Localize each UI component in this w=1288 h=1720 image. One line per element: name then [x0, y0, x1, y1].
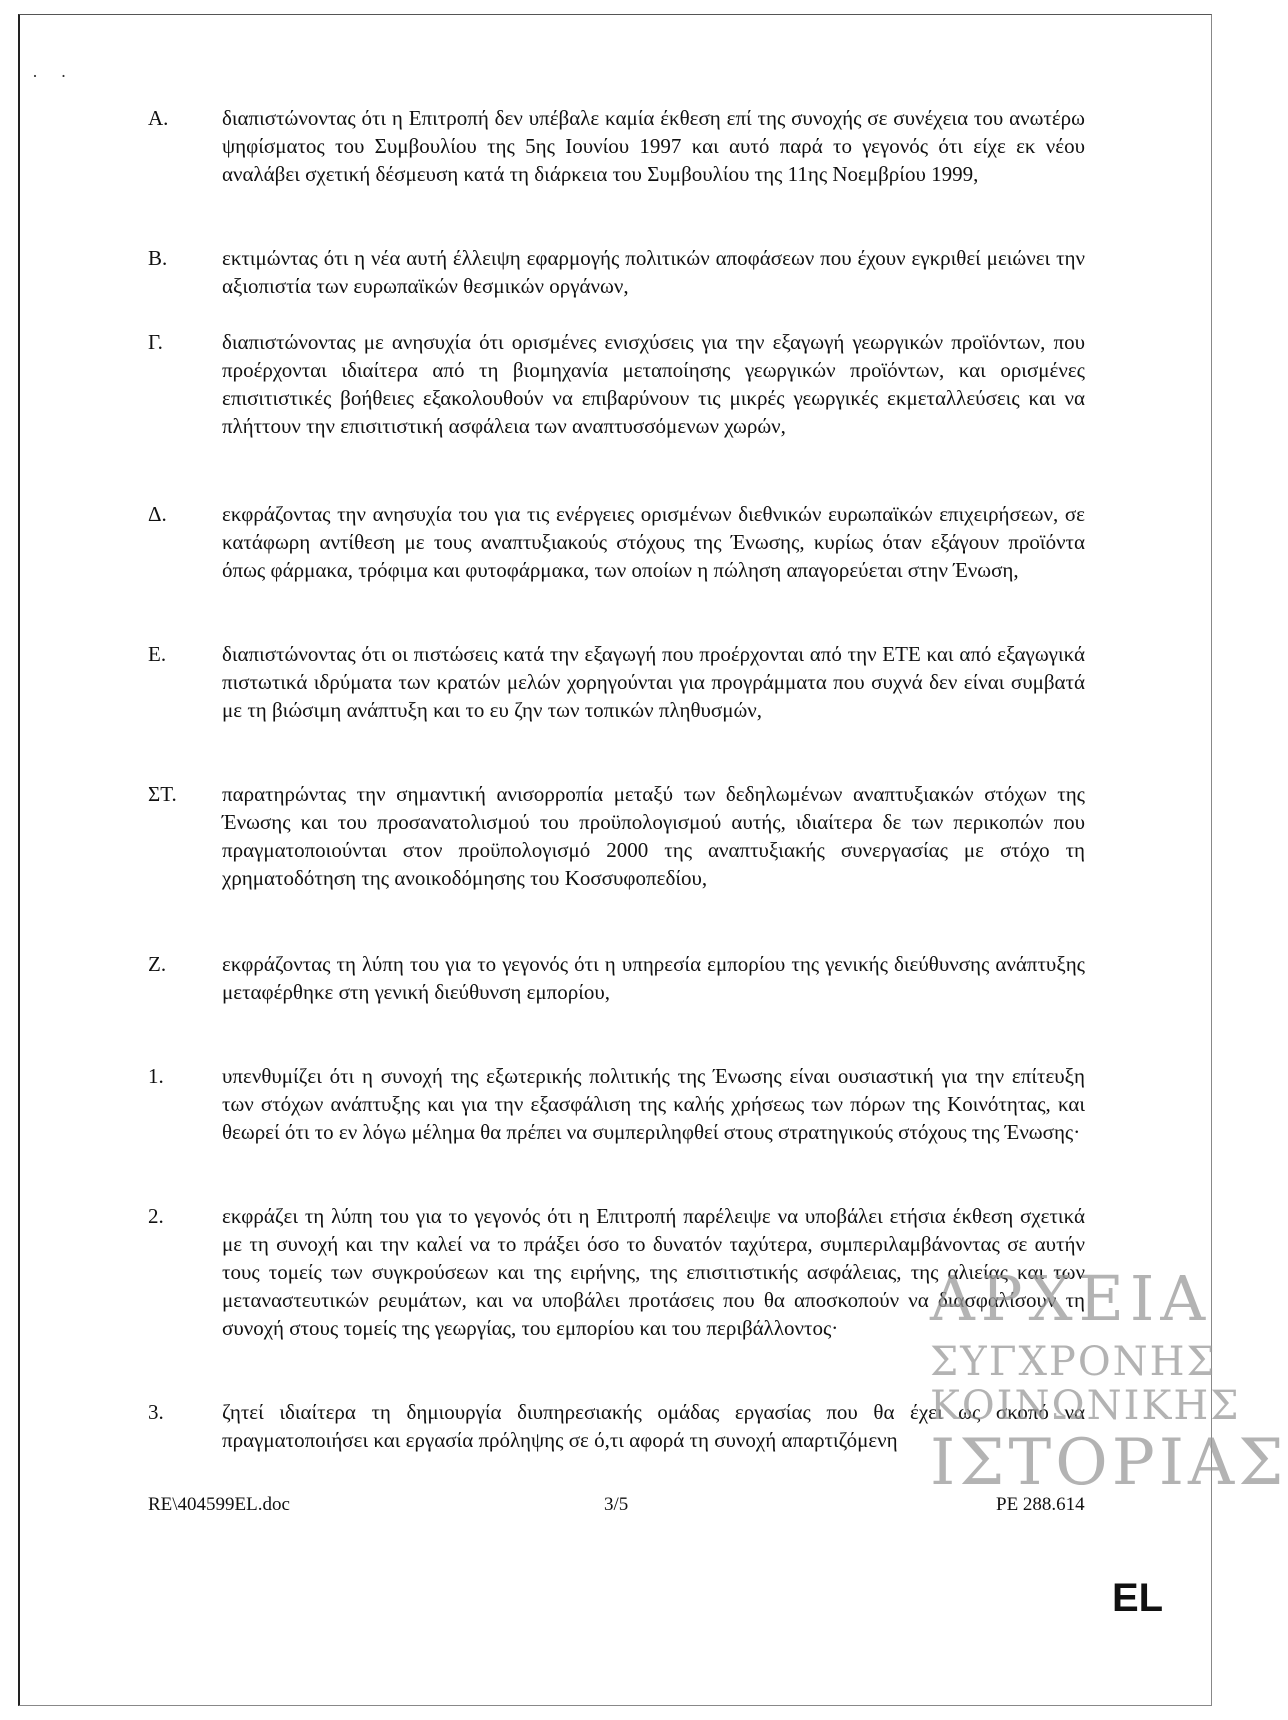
point-label: 3.: [148, 1400, 164, 1424]
recital-label: Δ.: [148, 502, 167, 526]
recital-text: παρατηρώντας την σημαντική ανισορροπία μεταξύ των δεδηλωμένων αναπτυξιακών στόχων της Ένωσης και του προσανατολισμού του προϋπολογισμού αυτής, ιδιαίτερα δε των περικοπών που πραγματοποιούνται στον προϋπολογισμό 2000 της αναπτυξιακής συνεργασίας με στόχο τη χρηματοδότηση της ανοικοδόμησης του Κοσσυφοπεδίου,: [222, 782, 1085, 890]
recital-text: διαπιστώνοντας ότι η Επιτροπή δεν υπέβαλε καμία έκθεση επί της συνοχής σε συνέχεια του ανωτέρω ψηφίσματος του Συμβουλίου της 5ης Ιουνίου 1997 και αυτό παρά το γεγονός ότι είχε εκ νέου αναλάβει σχετική δέσμευση κατά τη διάρκεια του Συμβουλίου της 11ης Νοεμβρίου 1999,: [222, 106, 1085, 186]
language-badge: EL: [1112, 1576, 1164, 1620]
recital-text: εκφράζοντας την ανησυχία του για τις ενέργειες ορισμένων διεθνικών ευρωπαϊκών επιχειρήσεων, σε κατάφωρη αντίθεση με τους αναπτυξιακούς στόχους της Ένωσης, κυρίως όταν εξάγουν προϊόντα όπως φάρμακα, τρόφιμα και φυτοφάρμακα, των οποίων η πώληση απαγορεύεται στην Ένωση,: [222, 502, 1085, 582]
recital-text: εκφράζοντας τη λύπη του για το γεγονός ότι η υπηρεσία εμπορίου της γενικής διεύθυνσης ανάπτυξης μεταφέρθηκε στη γενική διεύθυνση εμπορίου,: [222, 952, 1085, 1004]
recital-label: ΣΤ.: [148, 782, 177, 806]
recital-label: A.: [148, 106, 169, 130]
recital-label: Z.: [148, 952, 167, 976]
watermark-line: ΣΥΓΧΡΟΝΗΣ: [930, 1339, 1217, 1385]
point-text: εκφράζει τη λύπη του για το γεγονός ότι η Επιτροπή παρέλειψε να υποβάλει ετήσια έκθεση σχετικά με τη συνοχή και την καλεί να το πράξει όσο το δυνατόν ταχύτερα, συμπεριλαμβάνοντας σε αυτήν τους τομείς των συγκρούσεων και της ειρήνης, της επισιτιστικής ασφάλειας, της αλιείας και των μεταναστευτικών ρευμάτων, και να υποβάλει προτάσεις που θα αποσκοπούν να διασφαλίσουν τη συνοχή στους τομείς της γεωργίας, του εμπορίου και του περιβάλλοντος·: [222, 1204, 1085, 1340]
footer-pe-number: PE 288.614: [996, 1494, 1085, 1515]
recital-text: διαπιστώνοντας με ανησυχία ότι ορισμένες ενισχύσεις για την εξαγωγή γεωργικών προϊόντων, που προέρχονται ιδιαίτερα από τη βιομηχανία μεταποίησης γεωργικών προϊόντων, και ορισμένες επισιτιστικές βοήθειες εξακολουθούν να επιβαρύνουν τις μικρές γεωργικές εκμεταλλεύσεις και να πλήττουν την επισιτιστική ασφάλεια των αναπτυσσόμενων χωρών,: [222, 330, 1085, 438]
point-label: 2.: [148, 1204, 164, 1228]
scan-artifact: · ·: [32, 66, 67, 86]
point-text: υπενθυμίζει ότι η συνοχή της εξωτερικής πολιτικής της Ένωσης είναι ουσιαστική για την επίτευξη των στόχων ανάπτυξης και για την εξασφάλιση της καλής χρήσεως των πόρων της Κοινότητας, και θεωρεί ότι το εν λόγω μέλημα θα πρέπει να συμπεριληφθεί στους στρατηγικούς στόχους της Ένωσης·: [222, 1064, 1085, 1144]
recital-text: εκτιμώντας ότι η νέα αυτή έλλειψη εφαρμογής πολιτικών αποφάσεων που έχουν εγκριθεί μειώνει την αξιοπιστία των ευρωπαϊκών θεσμικών οργάνων,: [222, 246, 1085, 298]
recital-label: Γ.: [148, 330, 163, 354]
recital-text: διαπιστώνοντας ότι οι πιστώσεις κατά την εξαγωγή που προέρχονται από την ΕΤΕ και από εξαγωγικά πιστωτικά ιδρύματα των κρατών μελών χορηγούνται για προγράμματα που συχνά δεν είναι συμβατά με τη βιώσιμη ανάπτυξη και το ευ ζην των τοπικών πληθυσμών,: [222, 642, 1085, 722]
watermark-line: ΑΡΧΕΙΑ: [930, 1262, 1212, 1335]
watermark-line: ΚΟΙΝΩΝΙΚΗΣ: [930, 1383, 1241, 1429]
footer-doc-ref: RE\404599EL.doc: [148, 1494, 290, 1515]
watermark-line: ΙΣΤΟΡΙΑΣ: [930, 1426, 1288, 1500]
recital-label: E.: [148, 642, 167, 666]
recital-label: B.: [148, 246, 168, 270]
footer-page-number: 3/5: [604, 1494, 629, 1515]
point-label: 1.: [148, 1064, 164, 1088]
point-text: ζητεί ιδιαίτερα τη δημιουργία διυπηρεσιακής ομάδας εργασίας που θα έχει ως σκοπό να πραγματοποιήσει και εργασία πρόληψης σε ό,τι αφορά τη συνοχή απαρτιζόμενη: [222, 1400, 1085, 1452]
